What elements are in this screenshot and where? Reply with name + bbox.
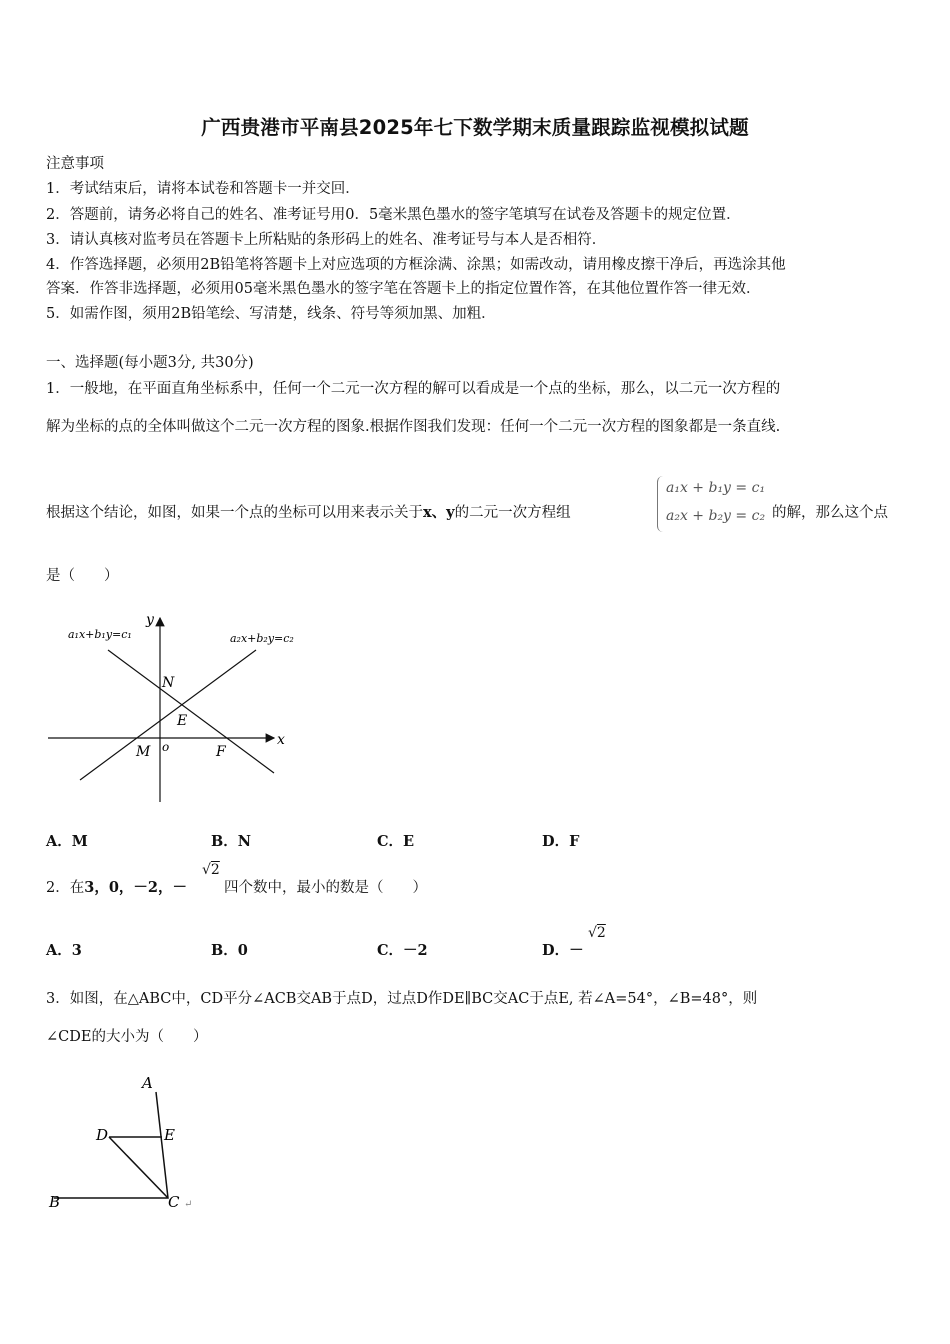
question-1-text: 是（ ） (46, 568, 119, 584)
point-m-label: M (136, 744, 151, 760)
q3-figure (44, 1070, 214, 1220)
notice-item: 4．作答选择题，必须用2B铅笔将答题卡上对应选项的方框涂满、涂黑；如需改动，请用橡皮擦干净后，再选涂其他 (46, 257, 786, 273)
return-mark: ↵ (184, 1199, 193, 1210)
vertex-d-label: D (96, 1126, 109, 1144)
q2-option-d[interactable]: D．－ (542, 942, 584, 959)
point-e-label: E (177, 713, 188, 729)
vertex-c-label: C (168, 1193, 180, 1211)
q2-option-d-sqrt: √2 (588, 925, 606, 941)
equation-system (657, 476, 770, 532)
q2-radical: 2 (210, 862, 220, 878)
q2-option-c[interactable]: C．－2 (377, 942, 428, 959)
question-1-text: 1．一般地，在平面直角坐标系中，任何一个二元一次方程的解可以看成是一个点的坐标，那么，以二元一次方程的 (46, 381, 781, 397)
vertex-b-label: B (49, 1193, 61, 1211)
vertex-e-label: E (164, 1126, 175, 1144)
point-n-label: N (162, 675, 175, 691)
notice-item: 2．答题前，请务必将自己的姓名、准考证号用0．5毫米黑色墨水的签字笔填写在试卷及答题卡的规定位置． (46, 207, 741, 223)
notice-item: 1．考试结束后，请将本试卷和答题卡一并交回． (46, 181, 360, 197)
notice-item: 5．如需作图，须用2B铅笔绘、写清楚，线条、符号等须加黑、加粗． (46, 306, 496, 322)
q2-sqrt: √2 (202, 862, 220, 878)
page-title: 广西贵港市平南县2025年七下数学期末质量跟踪监视模拟试题 (201, 116, 749, 139)
origin-label: o (162, 740, 170, 754)
q1-option-c[interactable]: C．E (377, 833, 415, 850)
q1-figure (44, 608, 304, 808)
line-2-label: a₂x+b₂y=c₂ (230, 632, 294, 645)
q1-text-before: 根据这个结论，如图，如果一个点的坐标可以用来表示关于 (46, 505, 423, 521)
q2-prefix: 2．在 (46, 880, 85, 896)
q1-option-d[interactable]: D．F (542, 833, 580, 850)
notice-item: 3．请认真核对监考员在答题卡上所粘贴的条形码上的姓名、准考证号与本人是否相符． (46, 232, 607, 248)
q2-numbers: 3，0，－2，－ (84, 879, 188, 896)
question-2-text: 四个数中，最小的数是（ ） (224, 880, 427, 896)
question-1-text: 解为坐标的点的全体叫做这个二元一次方程的图象.根据作图我们发现：任何一个二元一次方程的图象都是一条直线. (46, 419, 781, 435)
line-1 (108, 650, 274, 773)
q2-option-d-radical: 2 (596, 925, 606, 941)
notice-heading: 注意事项 (46, 156, 104, 172)
q1-vars: x、y (423, 504, 455, 521)
triangle-abc (54, 1092, 168, 1198)
q1-option-b[interactable]: B．N (211, 833, 252, 850)
q1-option-a[interactable]: A．M (46, 833, 88, 850)
y-axis-label: y (146, 612, 154, 628)
question-3-text: ∠CDE的大小为（ ） (46, 1029, 208, 1045)
question-3-text: 3．如图，在△ABC中，CD平分∠ACB交AB于点D，过点D作DE∥BC交AC于点E, 若∠A=54°，∠B=48°，则 (46, 991, 758, 1007)
q2-option-a[interactable]: A．3 (46, 942, 82, 959)
q2-option-b[interactable]: B．0 (211, 942, 248, 959)
segment-cd (109, 1137, 168, 1198)
line-1-label: a₁x+b₁y=c₁ (68, 628, 132, 641)
notice-item: 答案．作答非选择题，必须用05毫米黑色墨水的签字笔在答题卡上的指定位置作答，在其他位置作答一律无效． (46, 281, 761, 297)
equation-2: a₂x + b₂y = c₂ (666, 508, 766, 524)
question-1-text (46, 501, 571, 522)
point-f-label: F (216, 744, 226, 760)
question-1-text: 的解，那么这个点 (772, 505, 888, 521)
x-axis-label: x (277, 732, 285, 748)
line-2 (80, 650, 256, 780)
section-heading: 一、选择题(每小题3分, 共30分) (46, 355, 254, 371)
equation-1: a₁x + b₁y = c₁ (666, 480, 766, 496)
question-2-text (46, 876, 187, 897)
vertex-a-label: A (142, 1074, 153, 1092)
q1-text-mid: 的二元一次方程组 (454, 505, 571, 521)
